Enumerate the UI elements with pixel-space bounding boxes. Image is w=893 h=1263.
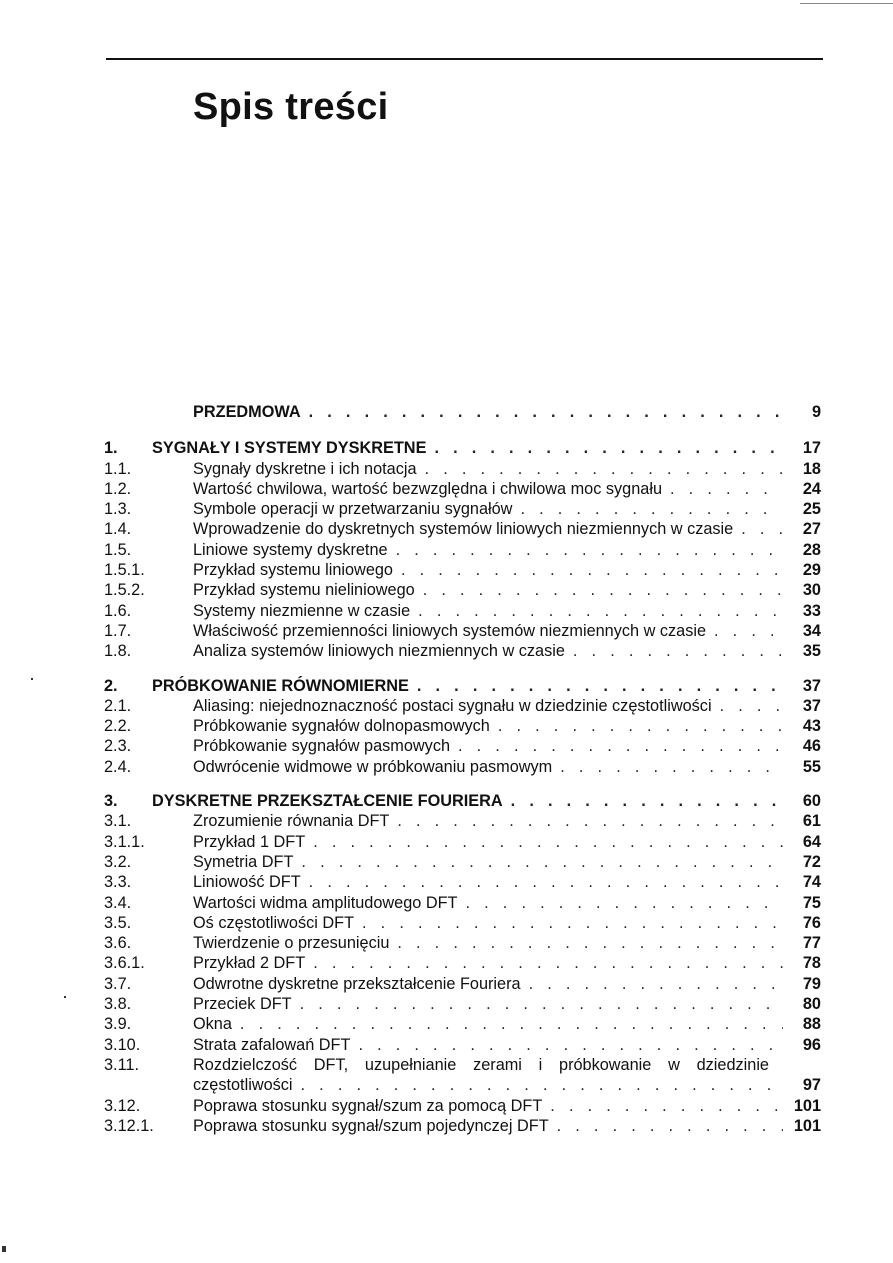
chapter-page: 37 (802, 676, 821, 695)
section-number: 3.5. (104, 913, 132, 932)
section-title: Analiza systemów liniowych niezmiennych w czasie (193, 642, 565, 661)
section-page: 29 (802, 561, 821, 580)
section-page: 61 (802, 812, 821, 831)
leader-dots (520, 499, 783, 519)
toc-entry[interactable] (0, 994, 893, 1014)
section-number: 3.12.1. (104, 1116, 154, 1135)
toc-entry[interactable] (0, 974, 893, 994)
leader-dots (423, 580, 783, 600)
section-number: 3.11. (104, 1055, 140, 1074)
toc-entry[interactable] (0, 499, 893, 519)
section-title: Zrozumienie równania DFT (193, 812, 390, 831)
leader-dots (313, 953, 783, 973)
chapter-number: 2. (104, 676, 118, 695)
section-title-wrap (193, 641, 783, 661)
section-title: Symetria DFT (193, 852, 294, 871)
section-number: 3.8. (104, 995, 132, 1014)
section-title: Próbkowanie sygnałów dolnopasmowych (193, 717, 490, 736)
section-number: 1.1. (104, 459, 132, 478)
section-number: 3.6.1. (104, 954, 145, 973)
section-number: 3.2. (104, 852, 132, 871)
section-page: 24 (802, 479, 821, 498)
toc-preface[interactable] (0, 402, 893, 422)
section-page: 37 (802, 696, 821, 715)
section-number: 1.4. (104, 520, 132, 539)
leader-dots (529, 974, 783, 994)
leader-dots (425, 459, 783, 479)
leader-dots (301, 852, 783, 872)
section-title: Poprawa stosunku sygnał/szum za pomocą DFT (193, 1096, 543, 1115)
section-title: Odwrotne dyskretne przekształcenie Fouriera (193, 974, 521, 993)
section-title-wrap (193, 1014, 783, 1034)
section-title: Właściwość przemienności liniowych systemów niezmiennych w czasie (193, 621, 707, 640)
chapter-title: DYSKRETNE PRZEKSZTAŁCENIE FOURIERA (152, 792, 503, 811)
section-number: 3.10. (104, 1035, 141, 1054)
section-title-wrap (193, 757, 783, 777)
section-page: 74 (802, 873, 821, 892)
section-title-wrap (193, 994, 783, 1014)
table-of-contents (0, 402, 893, 1136)
corner-rule (800, 3, 893, 4)
section-title-wrap (193, 953, 783, 973)
toc-entry[interactable] (0, 872, 893, 892)
leader-dots (309, 402, 783, 422)
section-number: 3.1. (104, 812, 132, 831)
section-title-wrap (193, 601, 783, 621)
toc-entry[interactable] (0, 560, 893, 580)
section-number: 3.4. (104, 893, 132, 912)
section-title: Przykład 2 DFT (193, 954, 306, 973)
section-title-wrap (193, 811, 783, 831)
leader-dots (397, 933, 783, 953)
section-title: Liniowe systemy dyskretne (193, 540, 388, 559)
section-title-wrap (193, 913, 783, 933)
leader-dots (396, 540, 783, 560)
section-title: Próbkowanie sygnałów pasmowych (193, 737, 451, 756)
chapter-page: 60 (802, 792, 821, 811)
preface-label: PRZEDMOWA (193, 403, 301, 421)
section-title-wrap (193, 1035, 783, 1055)
section-number: 2.3. (104, 737, 132, 756)
section-title: Przykład systemu liniowego (193, 561, 393, 580)
leader-dots (498, 716, 783, 736)
leader-dots (401, 560, 783, 580)
section-title-wrap (193, 736, 783, 756)
section-page: 101 (793, 1096, 821, 1115)
toc-chapter[interactable] (0, 676, 893, 696)
chapter-title-wrap (152, 438, 783, 458)
section-page: 28 (802, 540, 821, 559)
toc-entry[interactable] (0, 641, 893, 661)
section-number: 3.12. (104, 1096, 141, 1115)
section-title: Odwrócenie widmowe w próbkowaniu pasmowym (193, 757, 553, 776)
section-title: Poprawa stosunku sygnał/szum pojedynczej DFT (193, 1116, 549, 1135)
leader-dots (550, 1096, 783, 1116)
section-title: Okna (193, 1015, 232, 1034)
toc-entry[interactable] (0, 540, 893, 560)
chapter-title: SYGNAŁY I SYSTEMY DYSKRETNE (152, 439, 427, 458)
section-title: Przykład systemu nieliniowego (193, 581, 415, 600)
section-title: Wprowadzenie do dyskretnych systemów liniowych niezmiennych w czasie (193, 520, 734, 539)
section-page: 27 (802, 520, 821, 539)
leader-dots (557, 1116, 783, 1136)
leader-dots (560, 757, 783, 777)
leader-dots (670, 479, 783, 499)
section-page: 88 (802, 1015, 821, 1034)
page-title: Spis treści (193, 86, 389, 128)
section-page: 30 (802, 581, 821, 600)
section-title-wrap (193, 1096, 783, 1116)
section-page: 78 (802, 954, 821, 973)
toc-entry[interactable] (0, 757, 893, 777)
leader-dots (714, 621, 783, 641)
section-number: 3.6. (104, 934, 132, 953)
section-title-wrap (193, 974, 783, 994)
section-title-wrap (193, 459, 783, 479)
toc-entry[interactable] (0, 736, 893, 756)
section-title: Strata zafalowań DFT (193, 1035, 351, 1054)
section-page: 34 (802, 621, 821, 640)
section-title: Oś częstotliwości DFT (193, 913, 355, 932)
section-title-wrap (193, 933, 783, 953)
section-title-continued: częstotliwości (193, 1076, 293, 1095)
section-page: 35 (802, 642, 821, 661)
section-title: Liniowość DFT (193, 873, 301, 892)
section-title: Systemy niezmienne w czasie (193, 601, 411, 620)
toc-entry[interactable] (0, 479, 893, 499)
chapter-title: PRÓBKOWANIE RÓWNOMIERNE (152, 676, 409, 695)
chapter-number: 1. (104, 439, 118, 458)
section-number: 2.2. (104, 717, 132, 736)
section-title: Przykład 1 DFT (193, 832, 306, 851)
toc-entry[interactable] (0, 811, 893, 831)
leader-dots (434, 438, 783, 458)
toc-chapter[interactable] (0, 791, 893, 811)
leader-dots (458, 736, 783, 756)
section-title-wrap (193, 832, 783, 852)
leader-dots (358, 1035, 783, 1055)
section-page: 46 (802, 737, 821, 756)
section-page: 64 (802, 832, 821, 851)
section-number: 3.9. (104, 1015, 132, 1034)
leader-dots (240, 1014, 783, 1034)
section-title: Przeciek DFT (193, 995, 292, 1014)
section-title-wrap (193, 893, 783, 913)
section-page: 72 (802, 852, 821, 871)
toc-entry[interactable] (0, 1014, 893, 1034)
section-title-wrap (193, 621, 783, 641)
section-page: 75 (802, 893, 821, 912)
section-number: 1.3. (104, 500, 132, 519)
toc-entry[interactable] (0, 852, 893, 872)
section-number: 1.6. (104, 601, 132, 620)
leader-dots (720, 696, 783, 716)
preface-page: 9 (811, 403, 821, 421)
section-title: Wartości widma amplitudowego DFT (193, 893, 458, 912)
section-page: 77 (802, 934, 821, 953)
toc-entry[interactable] (0, 832, 893, 852)
section-number: 1.2. (104, 479, 132, 498)
section-title-wrap (193, 479, 783, 499)
leader-dots (309, 872, 783, 892)
leader-dots (362, 913, 783, 933)
chapter-page: 17 (802, 439, 821, 458)
section-number: 3.3. (104, 873, 132, 892)
toc-entry[interactable] (0, 1096, 893, 1116)
section-number: 3.7. (104, 974, 132, 993)
section-title: Sygnały dyskretne i ich notacja (193, 459, 417, 478)
section-number: 1.5.2. (104, 581, 145, 600)
section-title: Symbole operacji w przetwarzaniu sygnałów (193, 500, 513, 519)
section-page: 33 (802, 601, 821, 620)
section-title-wrap (193, 1116, 783, 1136)
section-title-wrap (193, 499, 783, 519)
toc-entry[interactable] (0, 601, 893, 621)
section-page: 43 (802, 717, 821, 736)
section-title-wrap (193, 716, 783, 736)
section-title-wrap (193, 519, 783, 539)
section-page: 97 (802, 1076, 821, 1095)
section-page: 55 (802, 757, 821, 776)
section-number: 2.1. (104, 696, 132, 715)
toc-entry[interactable] (0, 621, 893, 641)
section-title-wrap (193, 696, 783, 716)
leader-dots (313, 832, 783, 852)
section-title: Aliasing: niejednoznaczność postaci sygnału w dziedzinie częstotliwości (193, 696, 712, 715)
section-page: 101 (793, 1116, 821, 1135)
section-page: 80 (802, 995, 821, 1014)
toc-entry[interactable] (0, 1116, 893, 1136)
section-title: Rozdzielczość DFT, uzupełnianie zerami i próbkowanie w dziedzinie (193, 1055, 769, 1074)
leader-dots (301, 1075, 783, 1095)
leader-dots (511, 791, 783, 811)
section-number: 1.5. (104, 540, 132, 559)
section-title-wrap (193, 540, 783, 560)
toc-entry[interactable] (0, 519, 893, 539)
chapter-title-wrap (152, 676, 783, 696)
scan-speck (2, 1246, 6, 1252)
leader-dots (397, 811, 783, 831)
toc-entry[interactable] (0, 696, 893, 716)
toc-entry-continued[interactable] (0, 1075, 893, 1095)
section-title-wrap (193, 852, 783, 872)
section-page: 96 (802, 1035, 821, 1054)
leader-dots (466, 893, 784, 913)
leader-dots (417, 676, 783, 696)
toc-entry[interactable] (0, 913, 893, 933)
section-number: 1.7. (104, 621, 132, 640)
toc-entry[interactable] (0, 1035, 893, 1055)
toc-entry[interactable] (0, 459, 893, 479)
leader-dots (418, 601, 783, 621)
toc-chapter[interactable] (0, 438, 893, 458)
toc-entry[interactable] (0, 933, 893, 953)
toc-entry[interactable] (0, 716, 893, 736)
toc-entry[interactable] (0, 893, 893, 913)
leader-dots (573, 641, 783, 661)
toc-entry[interactable] (0, 1055, 893, 1075)
section-page: 79 (802, 974, 821, 993)
section-page: 18 (802, 459, 821, 478)
section-page: 76 (802, 913, 821, 932)
leader-dots (741, 519, 783, 539)
chapter-title-wrap (152, 791, 783, 811)
section-title-wrap (193, 872, 783, 892)
top-rule (106, 58, 823, 60)
section-title-wrap (193, 560, 783, 580)
section-title: Wartość chwilowa, wartość bezwzględna i chwilowa moc sygnału (193, 479, 663, 498)
section-title: Twierdzenie o przesunięciu (193, 934, 390, 953)
chapter-number: 3. (104, 792, 118, 811)
section-number: 3.1.1. (104, 832, 145, 851)
section-title-wrap (193, 580, 783, 600)
toc-entry[interactable] (0, 953, 893, 973)
toc-entry[interactable] (0, 580, 893, 600)
leader-dots (300, 994, 783, 1014)
section-number: 1.5.1. (104, 561, 145, 580)
section-number: 2.4. (104, 757, 132, 776)
section-number: 1.8. (104, 642, 132, 661)
section-page: 25 (802, 500, 821, 519)
section-title-wrap (193, 1075, 783, 1095)
